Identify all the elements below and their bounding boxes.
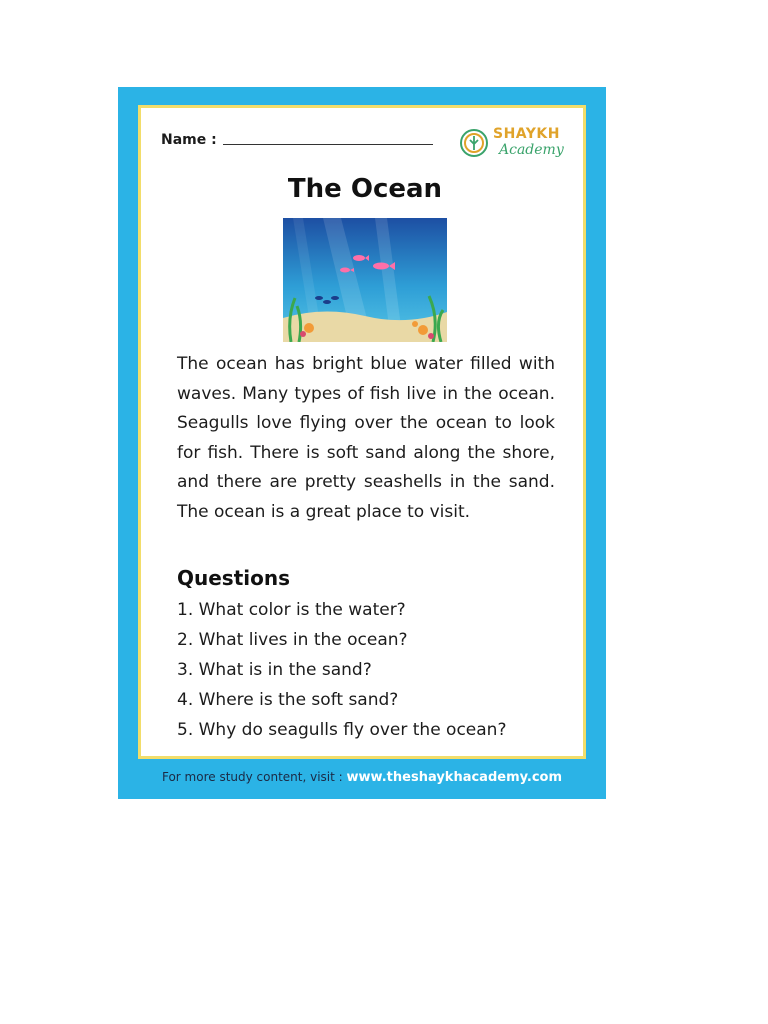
name-blank-line [223,144,433,145]
name-label: Name : [161,132,217,148]
footer-prefix: For more study content, visit : [161,770,343,784]
name-row [161,132,433,148]
question-item: 5. Why do seagulls fly over the ocean? [177,720,507,740]
worksheet-title: The Ocean [287,174,443,204]
worksheet-card [138,105,586,759]
footer-url-link[interactable]: www.theshaykhacademy.com [346,770,563,785]
footer [118,770,606,785]
ocean-illustration-icon [283,218,447,342]
logo-emblem-icon [459,128,489,158]
logo-word-shaykh: SHAYKH [493,126,560,142]
worksheet-frame [118,87,606,799]
question-item: 1. What color is the water? [177,600,406,620]
question-item: 4. Where is the soft sand? [177,690,399,710]
reading-passage: The ocean has bright blue water filled with waves. Many types of fish live in the ocean. Seagulls love flying over the ocean to look for fish. There is soft sand along the shore, and there are pretty seashells in the sand. The ocean is a great place to visit. [177,354,555,522]
question-item: 2. What lives in the ocean? [177,630,408,650]
questions-heading: Questions [177,566,291,590]
question-item: 3. What is in the sand? [177,660,372,680]
questions-list [177,595,506,745]
academy-logo [459,124,571,164]
logo-word-academy: Academy [499,142,564,158]
